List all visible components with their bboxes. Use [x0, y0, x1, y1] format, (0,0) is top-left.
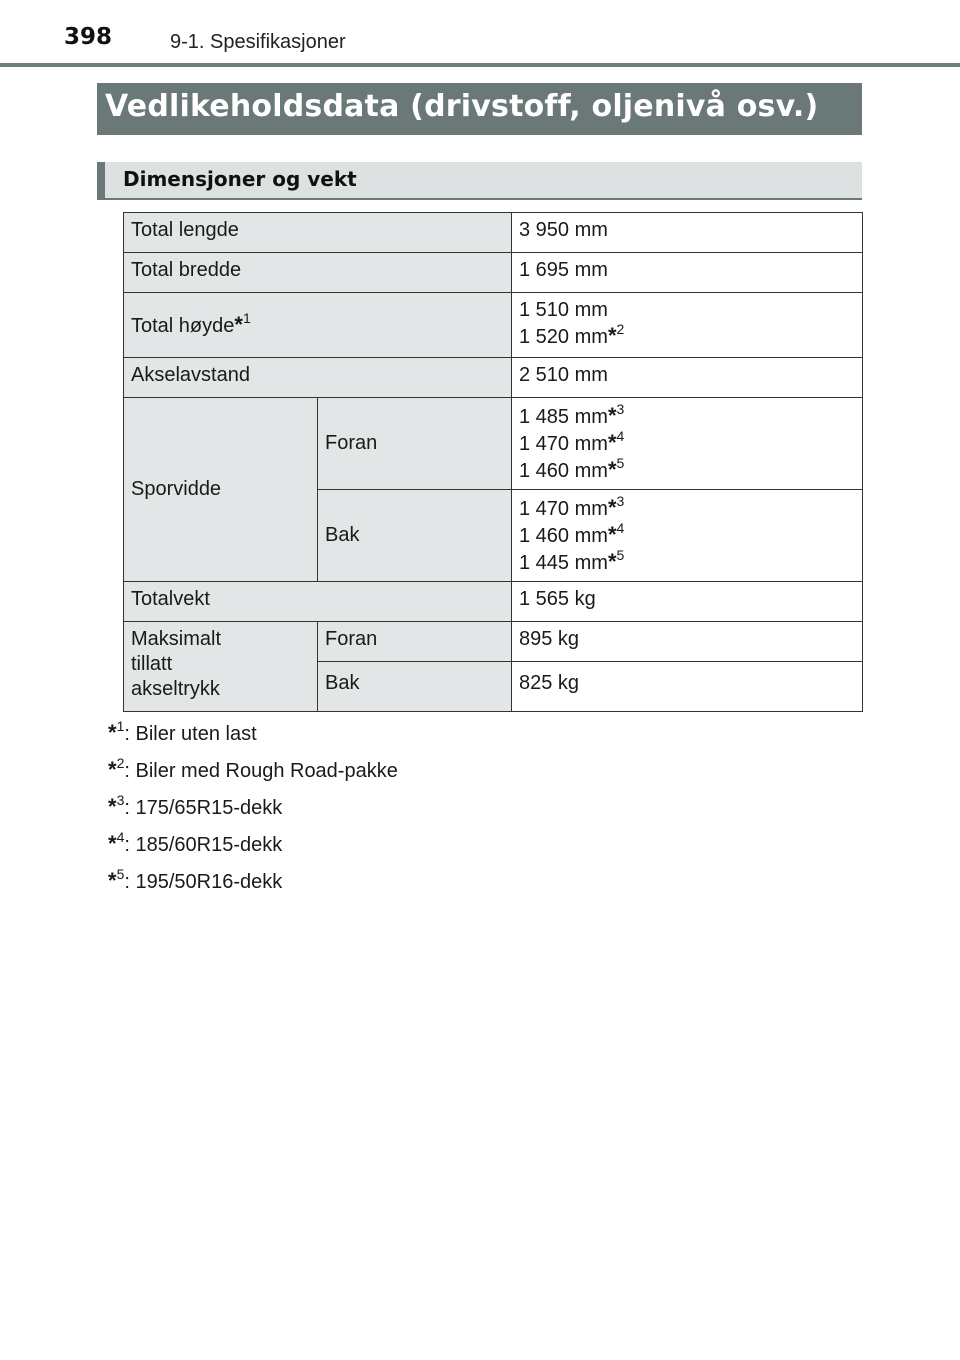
page-header: [0, 0, 960, 68]
page-title: Vedlikeholdsdata (drivstoff, oljenivå osv.): [97, 83, 862, 135]
row-label: Akselavstand: [124, 358, 512, 398]
value-line: 1 485 mm*$^3$: [519, 401, 625, 428]
asterisk-marker: *: [108, 757, 117, 782]
table-row: [124, 253, 863, 293]
footnote: *$^1$: Biler uten last: [108, 718, 257, 745]
row-value: [512, 293, 863, 358]
footnote: *$^3$: 175/65R15-dekk: [108, 792, 283, 819]
asterisk-marker: *: [607, 522, 617, 547]
row-value: 2 510 mm: [512, 358, 863, 398]
asterisk-marker: *: [108, 831, 117, 856]
row-label: Total høyde*$^1$: [124, 293, 512, 358]
value-line: 1 510 mm: [519, 299, 608, 321]
table-row: [124, 582, 863, 622]
row-label: Totalvekt: [124, 582, 512, 622]
asterisk-marker: *: [607, 430, 617, 455]
asterisk-marker: *: [108, 868, 117, 893]
footnote: *$^4$: 185/60R15-dekk: [108, 829, 283, 856]
value-line: 1 470 mm*$^4$: [519, 428, 625, 455]
value-line: 1 460 mm*$^5$: [519, 455, 625, 482]
row-value: 1 695 mm: [512, 253, 863, 293]
sub-label: Bak: [318, 490, 512, 582]
value-line: 1 520 mm*$^2$: [519, 321, 625, 348]
value-line: 1 445 mm*$^5$: [519, 547, 625, 574]
row-value: 3 950 mm: [512, 213, 863, 253]
page-number: 398: [64, 24, 113, 50]
row-value: 895 kg: [512, 622, 863, 662]
section-label: 9-1. Spesifikasjoner: [170, 31, 346, 53]
asterisk-marker: *: [607, 403, 617, 428]
footnote: *$^2$: Biler med Rough Road-pakke: [108, 755, 398, 782]
row-value: 825 kg: [512, 662, 863, 712]
table-row: [124, 622, 863, 662]
footnote: *$^5$: 195/50R16-dekk: [108, 866, 283, 893]
sub-label: Foran: [318, 622, 512, 662]
asterisk-marker: *: [108, 720, 117, 745]
header-divider: [0, 63, 960, 67]
row-label: Maksimalt tillatt akseltrykk: [124, 622, 318, 712]
value-line: 1 470 mm*$^3$: [519, 493, 625, 520]
table-row: [124, 293, 863, 358]
value-line: 1 460 mm*$^4$: [519, 520, 625, 547]
asterisk-marker: *: [607, 323, 617, 348]
asterisk-marker: *: [234, 311, 243, 337]
row-value: [512, 490, 863, 582]
asterisk-marker: *: [607, 549, 617, 574]
asterisk-marker: *: [108, 794, 117, 819]
table-row: [124, 358, 863, 398]
sub-label: Bak: [318, 662, 512, 712]
dimensions-table: [123, 212, 863, 712]
table-row: [124, 398, 863, 490]
row-value: 1 565 kg: [512, 582, 863, 622]
row-label: Total bredde: [124, 253, 512, 293]
table-row: [124, 213, 863, 253]
row-label: Total lengde: [124, 213, 512, 253]
row-label: Sporvidde: [124, 398, 318, 582]
asterisk-marker: *: [607, 457, 617, 482]
sub-label: Foran: [318, 398, 512, 490]
footnotes: [108, 720, 398, 905]
row-value: [512, 398, 863, 490]
section-subheading: Dimensjoner og vekt: [97, 162, 862, 200]
asterisk-marker: *: [607, 495, 617, 520]
